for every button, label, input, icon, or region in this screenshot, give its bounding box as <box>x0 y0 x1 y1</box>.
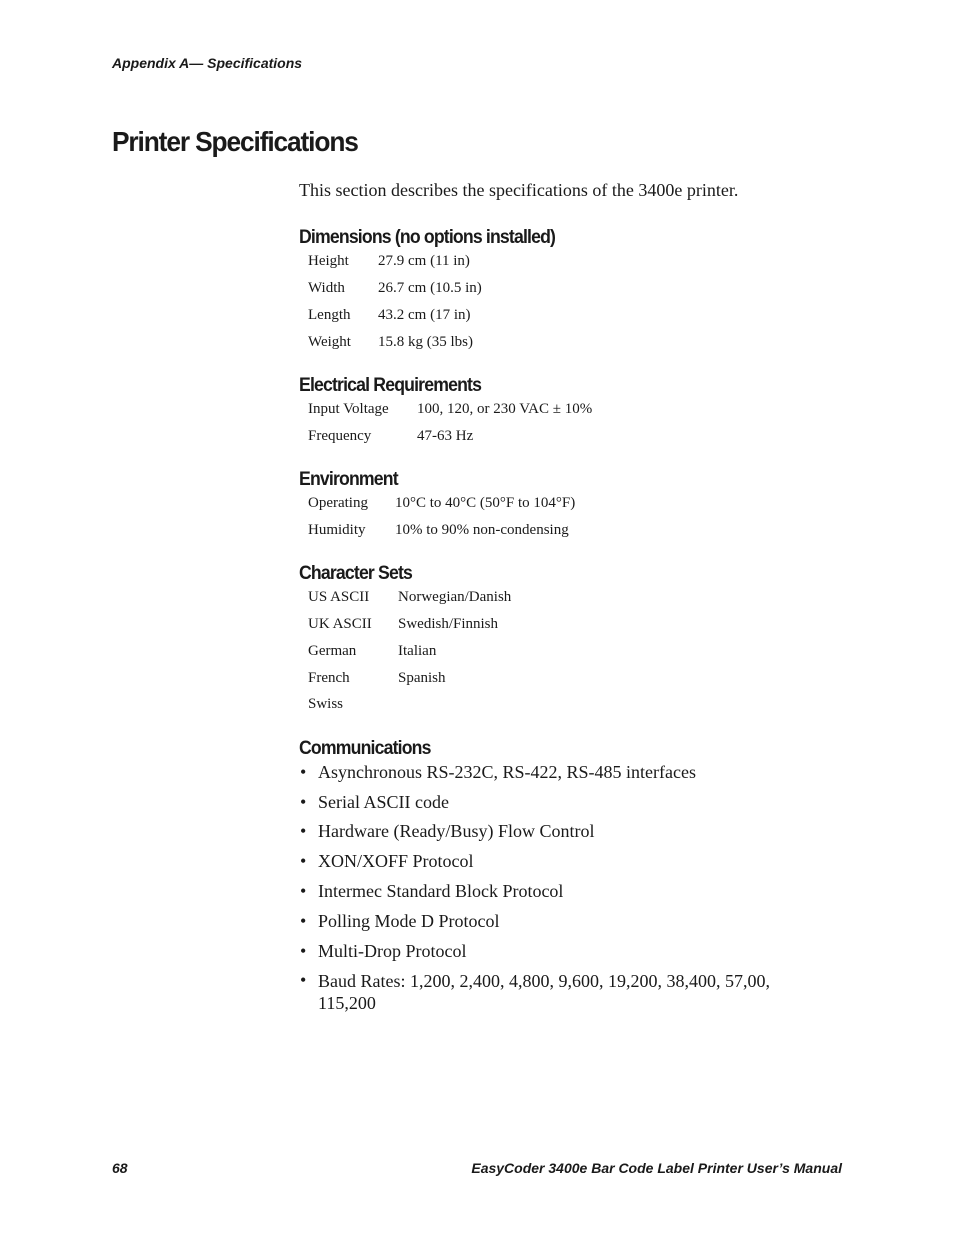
environment-label: Operating <box>308 495 368 511</box>
dimensions-heading: Dimensions (no options installed) <box>299 227 556 248</box>
list-item: Multi-Drop Protocol <box>318 941 467 961</box>
charset-item: US ASCII <box>308 589 370 605</box>
dimension-value: 43.2 cm (17 in) <box>378 307 471 323</box>
dimension-value: 26.7 cm (10.5 in) <box>378 280 482 296</box>
charset-item: Spanish <box>398 670 446 686</box>
bullet-marker: • <box>300 970 307 990</box>
bullet-marker: • <box>300 851 307 871</box>
list-item: Serial ASCII code <box>318 792 449 812</box>
dimension-label: Weight <box>308 334 351 350</box>
electrical-label: Frequency <box>308 428 372 444</box>
bullet-marker: • <box>300 792 307 812</box>
manual-title: EasyCoder 3400e Bar Code Label Printer User’s Manual <box>471 1160 842 1176</box>
charset-item: Swedish/Finnish <box>398 616 499 632</box>
page-number: 68 <box>112 1160 128 1176</box>
electrical-heading: Electrical Requirements <box>299 375 482 396</box>
dimension-value: 27.9 cm (11 in) <box>378 253 470 269</box>
character-sets-heading: Character Sets <box>299 563 413 584</box>
list-item: Asynchronous RS-232C, RS-422, RS-485 interfaces <box>318 762 696 782</box>
environment-value: 10% to 90% non-condensing <box>395 522 569 538</box>
list-item: Intermec Standard Block Protocol <box>318 881 564 901</box>
charset-item: Norwegian/Danish <box>398 589 512 605</box>
page-title: Printer Specifications <box>112 126 358 157</box>
list-item: Hardware (Ready/Busy) Flow Control <box>318 821 595 841</box>
communications-heading: Communications <box>299 738 431 759</box>
charset-item: German <box>308 643 357 659</box>
electrical-value: 47-63 Hz <box>417 428 474 444</box>
dimension-label: Height <box>308 253 349 269</box>
bullet-marker: • <box>300 941 307 961</box>
environment-heading: Environment <box>299 469 398 490</box>
bullet-marker: • <box>300 762 307 782</box>
dimension-label: Length <box>308 307 351 323</box>
charset-item: UK ASCII <box>308 616 372 632</box>
list-item: XON/XOFF Protocol <box>318 851 474 871</box>
bullet-marker: • <box>300 911 307 931</box>
list-item: Polling Mode D Protocol <box>318 911 500 931</box>
charset-item: Italian <box>398 643 437 659</box>
dimension-label: Width <box>308 280 345 296</box>
charset-item: Swiss <box>308 696 344 712</box>
dimension-value: 15.8 kg (35 lbs) <box>378 334 473 350</box>
electrical-label: Input Voltage <box>308 401 389 417</box>
running-header: Appendix A— Specifications <box>112 55 303 71</box>
bullet-marker: • <box>300 881 307 901</box>
bullet-marker: • <box>300 821 307 841</box>
intro-paragraph: This section describes the specifications of the 3400e printer. <box>299 180 739 200</box>
environment-value: 10°C to 40°C (50°F to 104°F) <box>395 495 576 511</box>
environment-label: Humidity <box>308 522 366 538</box>
charset-item: French <box>308 670 350 686</box>
list-item: Baud Rates: 1,200, 2,400, 4,800, 9,600, 19,200, 38,400, 57,00, 115,200 <box>318 971 770 1013</box>
electrical-value: 100, 120, or 230 VAC ± 10% <box>417 401 593 417</box>
